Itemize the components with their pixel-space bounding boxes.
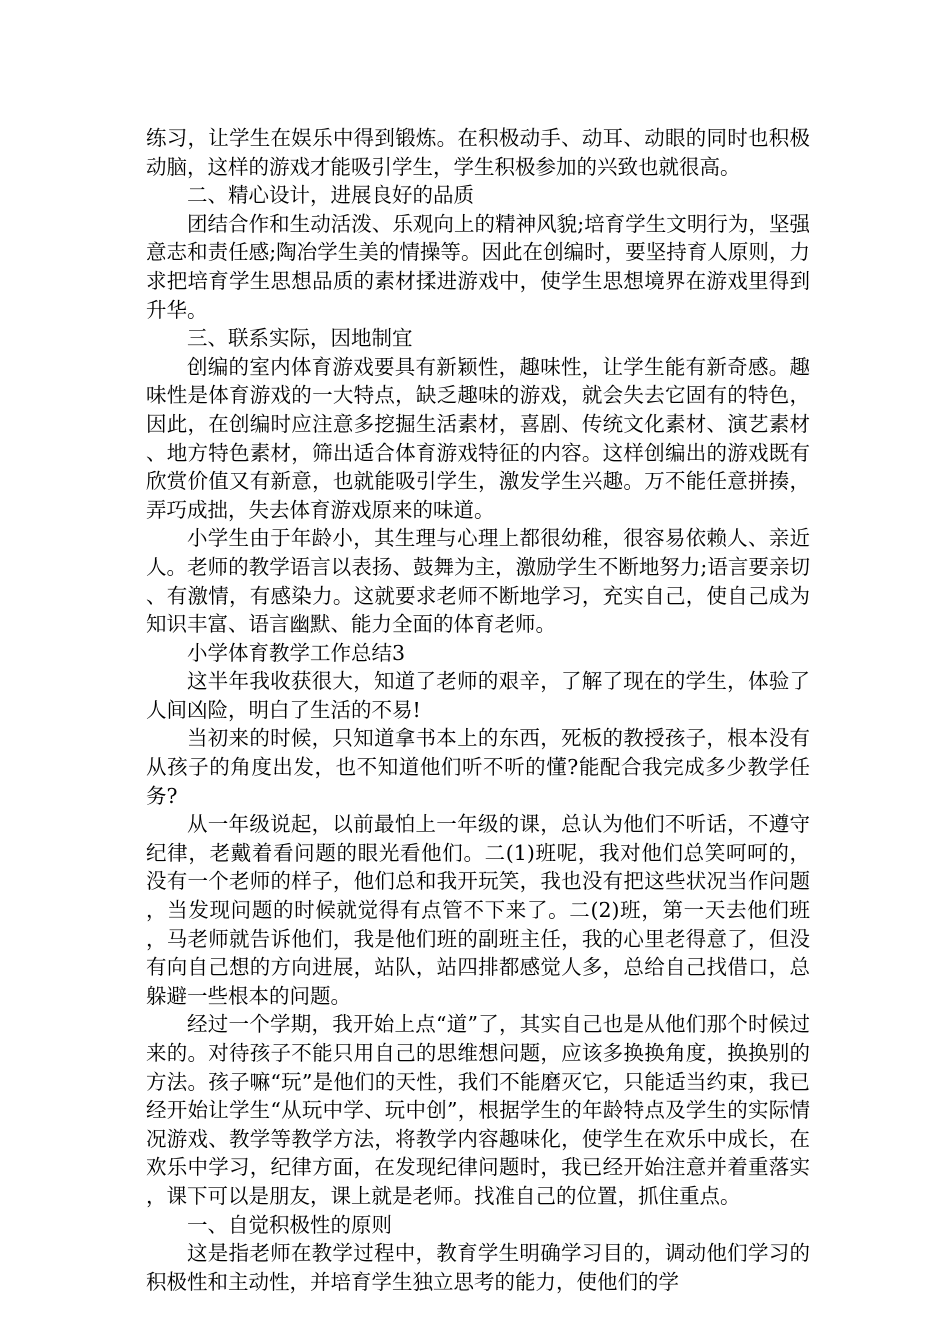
paragraph: 这是指老师在教学过程中，教育学生明确学习目的，调动他们学习的积极性和主动性，并培育学生独立思考的能力，使他们的学 (146, 1241, 810, 1294)
paragraph: 经过一个学期，我开始上点“道”了，其实自己也是从他们那个时候过来的。对待孩子不能只用自己的思维想问题，应该多换换角度，换换别的方法。孩子嘛“玩”是他们的天性，我们不能磨灭它，只能适当约束，我已经开始让学生“从玩中学、玩中创”，根据学生的年龄特点及学生的实际情况游戏、教学等教学方法，将教学内容趣味化，使学生在欢乐中成长，在欢乐中学习，纪律方面，在发现纪律问题时，我已经开始注意并着重落实，课下可以是朋友，课上就是老师。找准自己的位置，抓住重点。 (146, 1012, 810, 1208)
section-heading: 二、精心设计，进展良好的品质 (187, 183, 474, 208)
paragraph: 当初来的时候，只知道拿书本上的东西，死板的教授孩子，根本没有从孩子的角度出发，也不知道他们听不听的懂?能配合我完成多少教学任务? (146, 726, 810, 808)
paragraph: 从一年级说起，以前最怕上一年级的课，总认为他们不听话，不遵守纪律，老戴着看问题的眼光看他们。二(1)班呢，我对他们总笑呵呵的，没有一个老师的样子，他们总和我开玩笑，我也没有把这些状况当作问题，当发现问题的时候就觉得有点管不下来了。二(2)班，第一天去他们班，马老师就告诉他们，我是他们班的副班主任，我的心里老得意了，但没有向自己想的方向进展，站队，站四排都感觉人多，总给自己找借口，总躲避一些根本的问题。 (146, 812, 810, 1008)
paragraph: 创编的室内体育游戏要具有新颖性，趣味性，让学生能有新奇感。趣味性是体育游戏的一大特点，缺乏趣味的游戏，就会失去它固有的特色，因此，在创编时应注意多挖掘生活素材，喜剧、传统文化素材、演艺素材、地方特色素材，筛出适合体育游戏特征的内容。这样创编出的游戏既有欣赏价值又有新意，也就能吸引学生，激发学生兴趣。万不能任意拼揍，弄巧成拙，失去体育游戏原来的味道。 (146, 354, 810, 522)
paragraph: 这半年我收获很大，知道了老师的艰辛，了解了现在的学生，体验了人间凶险，明白了生活的不易! (146, 669, 810, 722)
paragraph: 团结合作和生动活泼、乐观向上的精神风貌;培育学生文明行为，坚强意志和责任感;陶冶学生美的情操等。因此在创编时，要坚持育人原则，力求把培育学生思想品质的素材揉进游戏中，使学生思想境界在游戏里得到升华。 (146, 211, 810, 322)
paragraph: 小学生由于年龄小，其生理与心理上都很幼稚，很容易依赖人、亲近人。老师的教学语言以表扬、鼓舞为主，激励学生不断地努力;语言要亲切、有激情，有感染力。这就要求老师不断地学习，充实自己，使自己成为知识丰富、语言幽默、能力全面的体育老师。 (146, 526, 810, 637)
document-page (146, 124, 810, 1296)
section-heading: 三、联系实际，因地制宜 (187, 326, 413, 351)
paragraph: 练习，让学生在娱乐中得到锻炼。在积极动手、动耳、动眼的同时也积极动脑，这样的游戏才能吸引学生，学生积极参加的兴致也就很高。 (146, 126, 810, 179)
document-title: 小学体育教学工作总结3 (187, 640, 406, 665)
section-heading: 一、自觉积极性的原则 (187, 1212, 392, 1237)
